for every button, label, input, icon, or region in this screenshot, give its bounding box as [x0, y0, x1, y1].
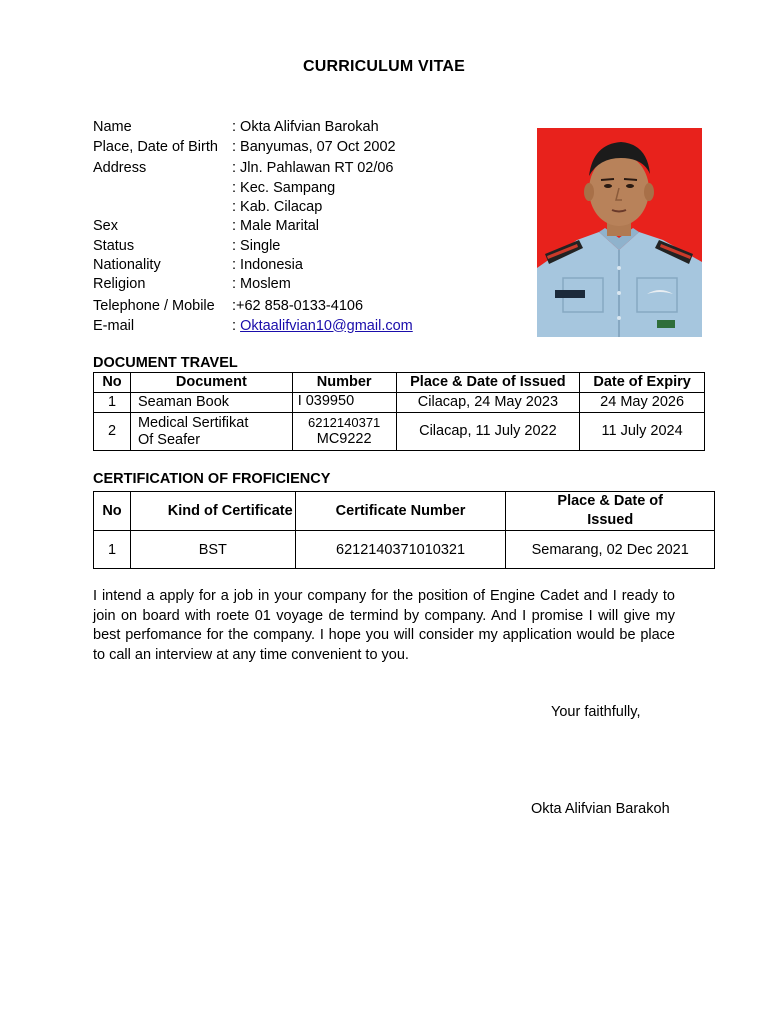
doc-issued: Cilacap, 11 July 2022	[396, 413, 580, 451]
pob-value: : Banyumas, 07 Oct 2002	[232, 138, 396, 155]
document-travel-table	[93, 372, 705, 451]
column-header: Date of Expiry	[580, 373, 705, 393]
column-header: Document	[130, 373, 292, 393]
column-header: No	[94, 373, 131, 393]
doc-document: Seaman Book	[130, 393, 292, 413]
profile-photo	[537, 128, 702, 337]
column-header: No	[94, 492, 131, 531]
nationality-label: Nationality	[93, 256, 161, 273]
column-header: Number	[292, 373, 396, 393]
doc-expiry: 24 May 2026	[580, 393, 705, 413]
doc-document-line1: Medical Sertifikat	[137, 414, 249, 431]
cert-number: 6212140371010321	[295, 531, 506, 569]
phone-value: :+62 858-0133-4106	[232, 298, 364, 314]
religion-label: Religion	[93, 276, 146, 292]
column-header: Place & Date of Issued	[396, 373, 580, 393]
status-value: : Single	[232, 237, 281, 254]
email-label: E-mail	[93, 317, 135, 334]
status-label: Status	[93, 237, 135, 254]
cert-no: 1	[94, 531, 131, 569]
doc-document-line2: Of Seafer	[137, 431, 201, 448]
column-header	[506, 492, 715, 531]
name-label: Name	[93, 119, 132, 135]
doc-expiry: 11 July 2024	[580, 413, 705, 451]
cert-issued: Semarang, 02 Dec 2021	[506, 531, 715, 569]
table-row	[94, 413, 705, 451]
doc-document	[130, 413, 292, 451]
table-row	[94, 531, 715, 569]
column-header: Certificate Number	[295, 492, 506, 531]
doc-number	[292, 413, 396, 451]
pob-label: Place, Date of Birth	[93, 138, 218, 155]
document-travel-heading: DOCUMENT TRAVEL	[93, 355, 238, 371]
name-value: : Okta Alifvian Barokah	[232, 119, 379, 135]
address-line-3: : Kab. Cilacap	[232, 199, 323, 215]
table-row	[94, 393, 705, 413]
nationality-value: : Indonesia	[232, 256, 303, 273]
profile-photo-illustration	[537, 128, 702, 337]
address-label: Address	[93, 160, 147, 176]
sex-label: Sex	[93, 218, 118, 234]
doc-number: I 039950	[292, 393, 396, 413]
issued-header-line1: Place & Date of	[557, 493, 663, 509]
application-paragraph: I intend a apply for a job in your company for the position of Engine Cadet and I ready to join on board with roete 01 voyage de termind by company. And I promise I will give my best perfomance for the company. I hope you will consider my application would be place to call an interview at any time convenient to you.	[93, 588, 675, 664]
certification-heading: CERTIFICATION OF FROFICIENCY	[93, 471, 331, 487]
address-line-2: : Kec. Sampang	[232, 179, 336, 196]
phone-label: Telephone / Mobile	[93, 298, 215, 314]
doc-number-line2: MC9222	[316, 431, 372, 447]
sex-value: : Male Marital	[232, 218, 320, 234]
email-link[interactable]: Oktaalifvian10@gmail.com	[240, 317, 413, 334]
certification-table	[93, 491, 715, 569]
doc-no: 2	[94, 413, 131, 451]
column-header: Kind of Certificate	[130, 492, 295, 531]
closing-phrase: Your faithfully,	[551, 704, 641, 720]
page-title: CURRICULUM VITAE	[302, 58, 465, 75]
doc-number-line1: 6212140371	[307, 415, 381, 430]
doc-no: 1	[94, 393, 131, 413]
issued-header-line2: Issued	[587, 512, 634, 528]
email-colon: :	[232, 317, 241, 334]
table-header-row	[94, 492, 715, 531]
religion-value: : Moslem	[232, 276, 291, 292]
signature-name: Okta Alifvian Barakoh	[531, 801, 670, 817]
doc-issued: Cilacap, 24 May 2023	[396, 393, 580, 413]
cert-kind: BST	[130, 531, 295, 569]
address-line-1: : Jln. Pahlawan RT 02/06	[232, 160, 394, 176]
table-header-row	[94, 373, 705, 393]
